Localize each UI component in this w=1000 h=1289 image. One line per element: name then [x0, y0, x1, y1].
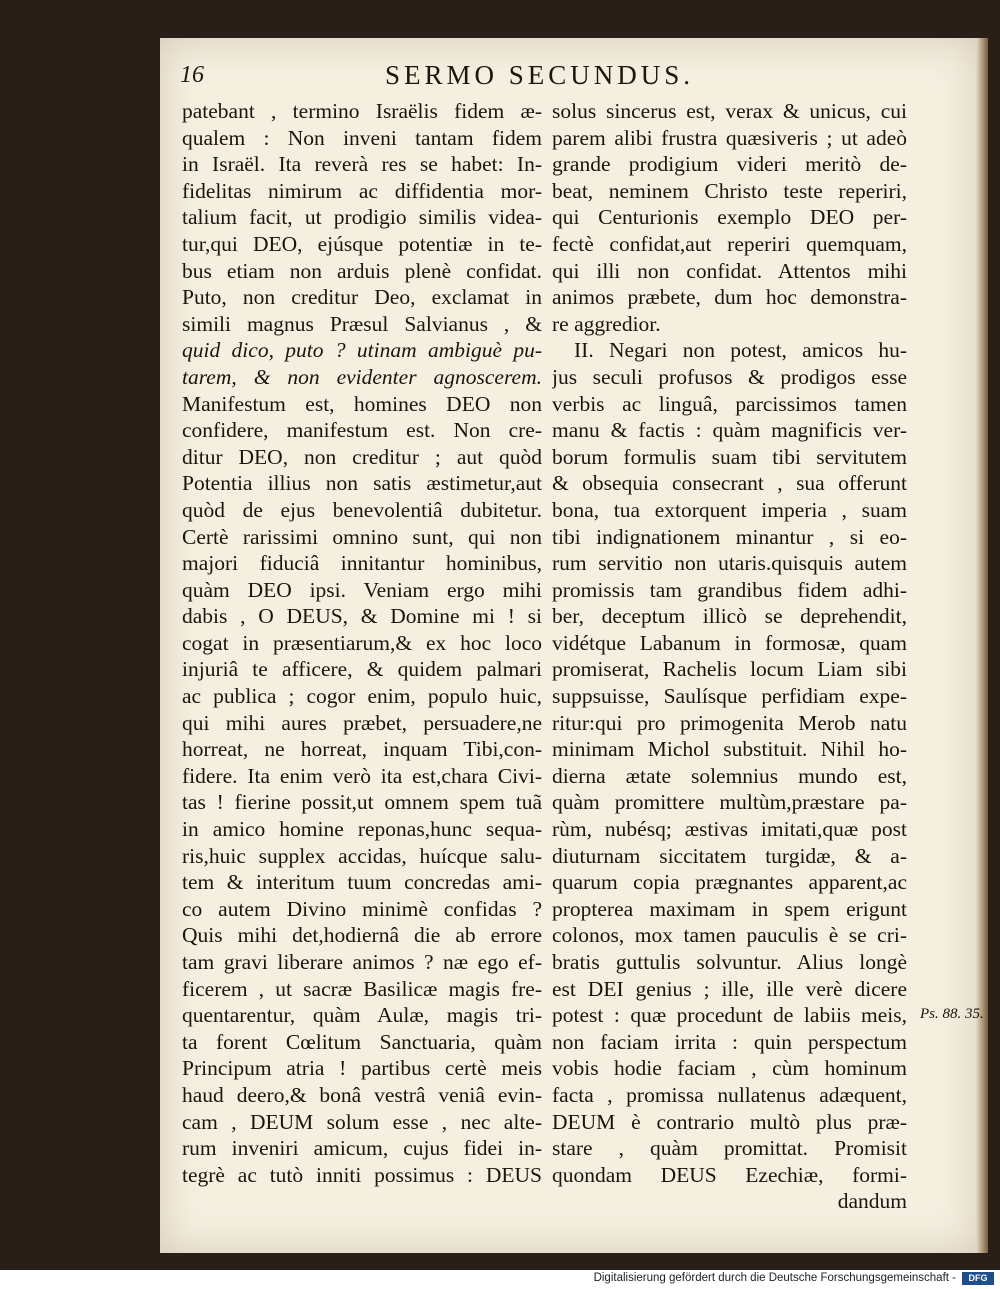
- left-column: [182, 98, 542, 1188]
- text-line: tam gravi liberare animos ? næ ego ef-: [182, 950, 542, 974]
- text-line: tarem, & non evidenter agnoscerem.: [182, 364, 542, 389]
- text-line: Potentia illius non satis æstimetur,aut: [182, 471, 542, 496]
- text-line: ris,huic supplex accidas, huícque salu-: [182, 843, 542, 868]
- text-line: bratis guttulis solvuntur. Alius longè: [552, 950, 907, 974]
- running-title: SERMO SECUNDUS.: [385, 60, 695, 90]
- text-line: parem alibi frustra quæsiveris ; ut adeò: [552, 125, 907, 150]
- text-line: II. Negari non potest, amicos hu-: [574, 338, 907, 363]
- text-line: diuturnam siccitatem turgidæ, & a-: [552, 843, 907, 868]
- text-line: est DEI genius ; ille, ille verè dicere: [552, 976, 907, 1001]
- text-line: solus sincerus est, verax & unicus, cui: [552, 99, 907, 123]
- text-line: vobis hodie faciam , cùm hominum: [552, 1056, 907, 1081]
- text-line: Manifestum est, homines DEO non: [182, 391, 542, 416]
- text-line: quid dico, puto ? utinam ambiguè pu-: [182, 338, 542, 363]
- text-line: horreat, ne horreat, inquam Tibi,con-: [182, 737, 542, 762]
- footer-bar: [0, 1270, 1000, 1289]
- text-line: in amico homine reponas,hunc sequa-: [182, 817, 542, 842]
- text-line: propterea maximam in spem erigunt: [552, 896, 907, 921]
- text-line: dierna ætate solemnius mundo est,: [552, 763, 907, 788]
- text-line: ta forent Cœlitum Sanctuaria, quàm: [182, 1029, 542, 1054]
- text-line: qui Centurionis exemplo DEO per-: [552, 205, 907, 230]
- text-line: talium facit, ut prodigio similis videa-: [182, 205, 542, 230]
- text-line: promissis tam grandibus fidem adhi-: [552, 577, 907, 602]
- dfg-logo: DFG: [962, 1272, 994, 1285]
- text-line: majori fiduciâ innitantur hominibus,: [182, 551, 542, 576]
- text-line: cam , DEUM solum esse , nec alte-: [182, 1109, 542, 1134]
- page-edge: [976, 38, 988, 1253]
- text-line: fectè confidat,aut reperiri quemquam,: [552, 231, 907, 256]
- text-line: quòd de ejus benevolentiâ dubitetur.: [182, 497, 542, 522]
- text-line: bus etiam non arduis plenè confidat.: [182, 258, 542, 283]
- text-line: qui illi non confidat. Attentos mihi: [552, 258, 907, 283]
- text-line: tibi indignationem minantur , si eo-: [552, 524, 907, 549]
- text-line: vidétque Labanum in formosæ, quam: [552, 630, 907, 655]
- text-line: quàm DEO ipsi. Veniam ergo mihi: [182, 577, 542, 602]
- text-line: confidere, manifestum est. Non cre-: [182, 418, 542, 443]
- text-line: jus seculi profusos & prodigos esse: [552, 364, 907, 389]
- text-line: ficerem , ut sacræ Basilicæ magis fre-: [182, 976, 542, 1001]
- text-line: dandum: [837, 1189, 907, 1214]
- text-line: colonos, mox tamen pauculis è se cri-: [552, 923, 907, 948]
- text-line: quentarentur, quàm Aulæ, magis tri-: [182, 1003, 542, 1028]
- right-column: [552, 98, 907, 1215]
- text-line: stare , quàm promittat. Promisit: [552, 1136, 907, 1161]
- text-line: quarum copia prægnantes apparent,ac: [552, 870, 907, 895]
- text-line: DEUM è contrario multò plus præ-: [552, 1109, 907, 1134]
- text-line: re aggredior.: [552, 311, 661, 336]
- text-line: ac publica ; cogor enim, populo huic,: [182, 684, 542, 709]
- text-line: cogat in præsentiarum,& ex hoc loco: [182, 630, 542, 655]
- text-line: verbis ac linguâ, parcissimos tamen: [552, 391, 907, 416]
- text-line: Puto, non creditur Deo, exclamat in: [182, 285, 542, 310]
- text-line: tegrè ac tutò inniti possimus : DEUS: [182, 1162, 542, 1187]
- text-line: haud deero,& bonâ vestrâ veniâ evin-: [182, 1082, 542, 1107]
- text-line: potest : quæ procedunt de labiis meis,: [552, 1003, 907, 1028]
- text-line: qui mihi aures præbet, persuadere,ne: [182, 710, 542, 735]
- text-line: fidelitas nimirum ac diffidentia mor-: [182, 178, 542, 203]
- text-line: suppsuisse, Saulísque perfidiam expe-: [552, 684, 907, 709]
- text-line: animos præbete, dum hoc demonstra-: [552, 285, 907, 310]
- margin-note: Ps. 88. 35.: [920, 1006, 984, 1023]
- text-line: Principum atria ! partibus certè meis: [182, 1056, 542, 1081]
- text-line: patebant , termino Israëlis fidem æ-: [182, 99, 542, 123]
- text-line: tur,qui DEO, ejúsque potentiæ in te-: [182, 231, 542, 256]
- text-line: rum servitio non utaris.quisquis autem: [552, 551, 907, 576]
- text-line: manu & factis : quàm magnificis ver-: [552, 418, 907, 443]
- text-line: beat, neminem Christo teste reperiri,: [552, 178, 907, 203]
- text-line: co autem Divino minimè confidas ?: [182, 896, 542, 921]
- text-line: ritur:qui pro primogenita Merob natu: [552, 710, 907, 735]
- text-line: in Israël. Ita reverà res se habet: In-: [182, 152, 542, 177]
- text-line: quondam DEUS Ezechiæ, formi-: [552, 1162, 907, 1187]
- text-line: borum formulis suam tibi servitutem: [552, 444, 907, 469]
- footer-credit: Digitalisierung gefördert durch die Deutsche Forschungsgemeinschaft -: [593, 1272, 956, 1284]
- text-line: grande prodigium videri meritò de-: [552, 152, 907, 177]
- text-line: Certè rarissimi omnino sunt, qui non: [182, 524, 542, 549]
- text-line: qualem : Non inveni tantam fidem: [182, 125, 542, 150]
- text-line: non faciam irrita : quin perspectum: [552, 1029, 907, 1054]
- text-line: rùm, nubésq; æstivas imitati,quæ post: [552, 817, 907, 842]
- text-line: facta , promissa nullatenus adæquent,: [552, 1082, 907, 1107]
- text-line: tas ! fierine possit,ut omnem spem tuã: [182, 790, 542, 815]
- text-line: Quis mihi det,hodiernâ die ab errore: [182, 923, 542, 948]
- book-page: [160, 38, 984, 1253]
- text-line: simili magnus Præsul Salvianus , &: [182, 311, 542, 336]
- text-line: dabis , O DEUS, & Domine mi ! si: [182, 604, 542, 629]
- text-line: tem & interitum tuum concredas ami-: [182, 870, 542, 895]
- text-line: & obsequia consecrant , sua offerunt: [552, 471, 907, 496]
- text-line: minimam Michol substituit. Nihil ho-: [552, 737, 907, 762]
- text-line: bona, tua extorquent imperia , suam: [552, 497, 907, 522]
- text-line: ditur DEO, non creditur ; aut quòd: [182, 444, 542, 469]
- text-line: promiserat, Rachelis locum Liam sibi: [552, 657, 907, 682]
- text-line: injuriâ te afficere, & quidem palmari: [182, 657, 542, 682]
- page-header: [180, 56, 948, 92]
- text-line: rum inveniri amicum, cujus fidei in-: [182, 1136, 542, 1161]
- text-line: quàm promittere multùm,præstare pa-: [552, 790, 907, 815]
- page-number: 16: [180, 62, 204, 88]
- text-line: ber, deceptum illicò se deprehendit,: [552, 604, 907, 629]
- text-line: fidere. Ita enim verò ita est,chara Civi-: [182, 763, 542, 788]
